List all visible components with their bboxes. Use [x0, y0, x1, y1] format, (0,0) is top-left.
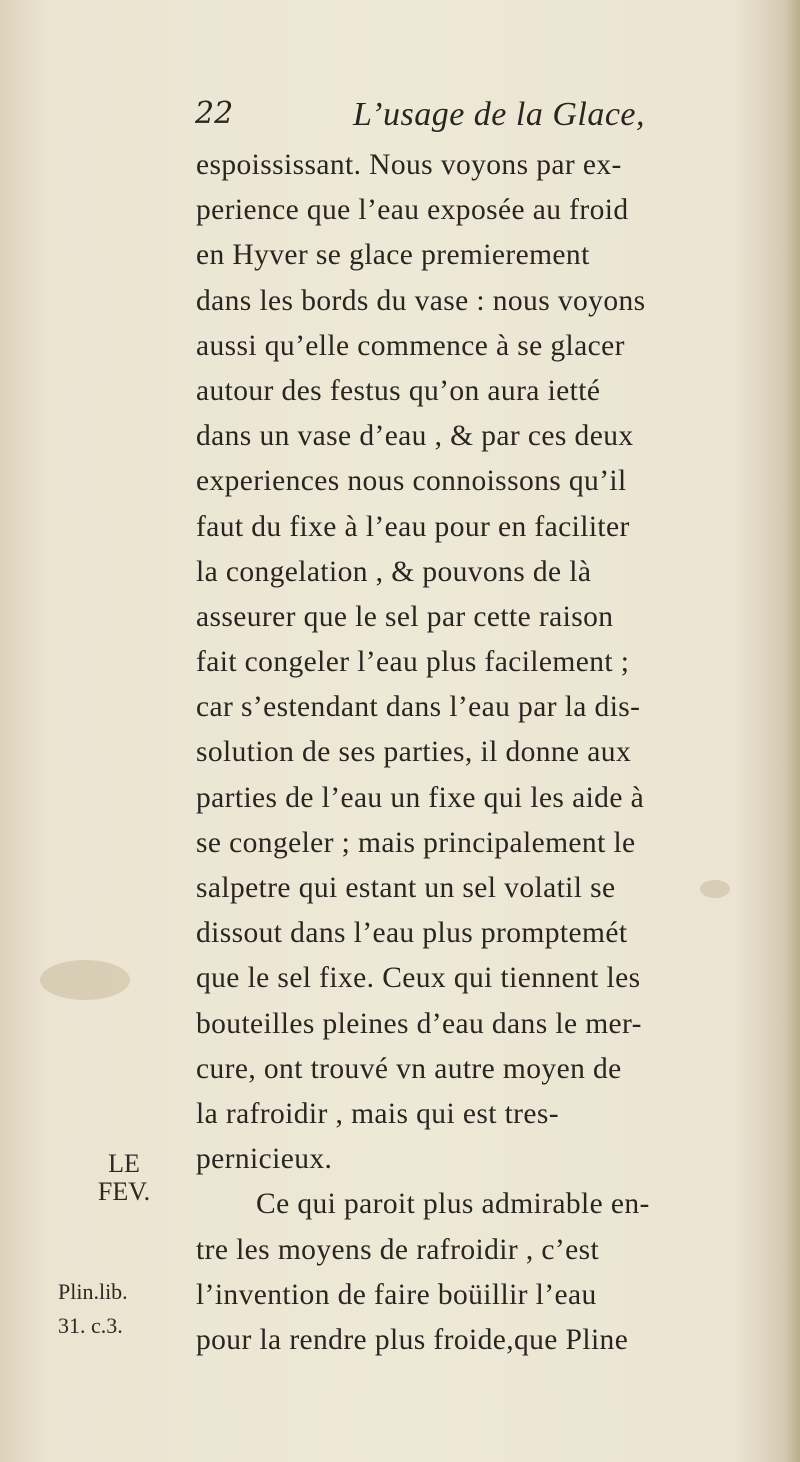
text-line: pour la rendre plus froide,que Pline — [196, 1323, 629, 1356]
text-line: en Hyver se glace premierement — [196, 239, 590, 272]
text-line: solution de ses parties, il donne aux — [196, 736, 632, 769]
text-line: cure, ont trouvé vn autre moyen de — [196, 1052, 622, 1085]
text-line: dans les bords du vase : nous voyons — [196, 284, 646, 317]
text-line: la rafroidir , mais qui est tres- — [196, 1097, 559, 1130]
text-line: asseurer que le sel par cette raison — [196, 600, 614, 633]
text-line: l’invention de faire boüillir l’eau — [196, 1278, 597, 1311]
page-number: 22 — [195, 96, 234, 131]
text-line: car s’estendant dans l’eau par la dis- — [196, 691, 641, 724]
text-line: dans un vase d’eau , & par ces deux — [196, 420, 634, 453]
text-line: se congeler ; mais principalement le — [196, 826, 636, 859]
text-line: la congelation , & pouvons de là — [196, 555, 592, 588]
margin-note-source-line1: Plin.lib. — [58, 1279, 128, 1304]
text-line: bouteilles pleines d’eau dans le mer- — [196, 1007, 642, 1040]
margin-note-source-line2: 31. c.3. — [58, 1313, 123, 1338]
text-line: espoississant. Nous voyons par ex- — [196, 149, 622, 181]
text-line: perience que l’eau exposée au froid — [196, 194, 629, 227]
text-line: que le sel fixe. Ceux qui tiennent les — [196, 962, 641, 995]
paragraph-start-line: Ce qui paroit plus admirable en- — [256, 1188, 650, 1221]
text-line: parties de l’eau un fixe qui les aide à — [196, 781, 645, 814]
text-line: tre les moyens de rafroidir , c’est — [196, 1233, 600, 1266]
margin-note-source — [58, 1275, 188, 1343]
body-text — [196, 143, 781, 1363]
text-line: dissout dans l’eau plus promptemét — [196, 917, 628, 950]
text-line: autour des festus qu’on aura ietté — [196, 374, 601, 407]
margin-note-author — [74, 1150, 174, 1206]
margin-note-author-line1: LE — [108, 1149, 140, 1178]
text-line: experiences nous connoissons qu’il — [196, 465, 627, 498]
text-line: salpetre qui estant un sel volatil se — [196, 872, 616, 904]
page-header — [195, 96, 765, 146]
margin-note-author-line2: FEV. — [97, 1177, 151, 1206]
text-line: pernicieux. — [196, 1143, 333, 1176]
text-line: fait congeler l’eau plus facilement ; — [196, 646, 630, 679]
running-title: L’usage de la Glace, — [353, 96, 646, 133]
text-line: aussi qu’elle commence à se glacer — [196, 329, 625, 362]
page-edge-shadow — [786, 0, 800, 1462]
paper-stain — [40, 960, 130, 1000]
text-line: faut du fixe à l’eau pour en faciliter — [196, 510, 630, 543]
